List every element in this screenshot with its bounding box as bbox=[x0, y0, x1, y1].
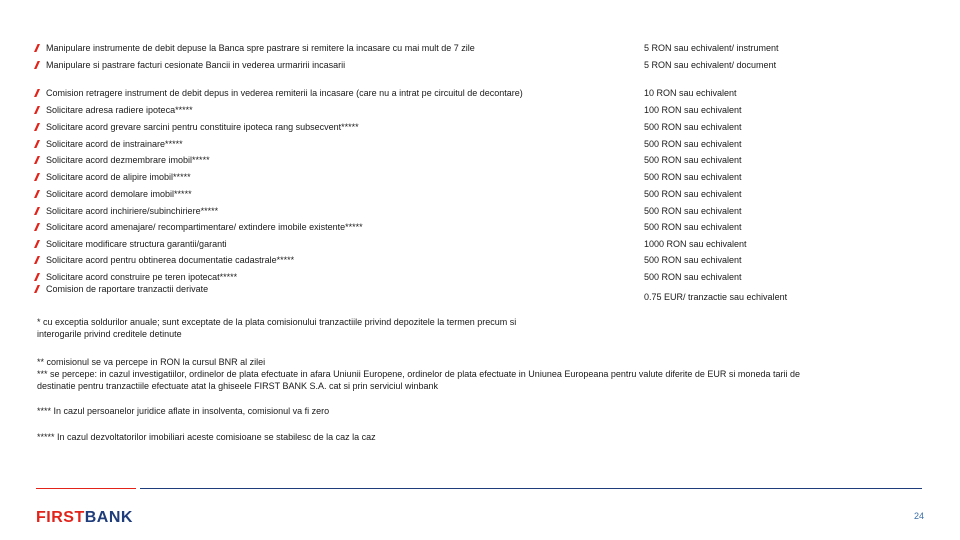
fee-amount: 5 RON sau echivalent/ document bbox=[644, 60, 777, 70]
fee-description: Solicitare acord grevare sarcini pentru constituire ipoteca rang subsecvent***** bbox=[46, 122, 359, 132]
footnote-1-line1: * cu exceptia soldurilor anuale; sunt exceptate de la plata comisionului tranzactiile privind depozitele la termen precum si bbox=[37, 317, 517, 327]
fee-description: Solicitare acord amenajare/ recompartimentare/ extindere imobile existente***** bbox=[46, 222, 363, 232]
fee-row bbox=[34, 283, 934, 297]
fee-row bbox=[34, 221, 934, 235]
fee-amount-derivatives: 0.75 EUR/ tranzactie sau echivalent bbox=[644, 292, 788, 302]
fee-amount: 500 RON sau echivalent bbox=[644, 139, 742, 149]
fee-row bbox=[34, 42, 934, 56]
bullet-icon bbox=[34, 173, 40, 181]
fee-amount: 500 RON sau echivalent bbox=[644, 255, 742, 265]
fee-row bbox=[34, 87, 934, 101]
fee-description: Comision retragere instrument de debit depus in vederea remiterii la incasare (care nu a intrat pe circuitul de decontare) bbox=[46, 88, 523, 98]
bullet-icon bbox=[34, 256, 40, 264]
footer-divider-blue bbox=[140, 488, 922, 489]
fee-row bbox=[34, 59, 934, 73]
bullet-icon bbox=[34, 156, 40, 164]
fee-amount: 1000 RON sau echivalent bbox=[644, 239, 747, 249]
fee-row bbox=[34, 104, 934, 118]
fee-amount: 500 RON sau echivalent bbox=[644, 122, 742, 132]
fee-description: Manipulare si pastrare facturi cesionate Bancii in vederea urmaririi incasarii bbox=[46, 60, 346, 70]
footnote-3-line2: destinatie pentru tranzactiile efectuate atat la ghiseele FIRST BANK S.A. cat si prin serviciul winbank bbox=[37, 381, 439, 391]
bullet-icon bbox=[34, 61, 40, 69]
fee-description: Solicitare acord construire pe teren ipotecat***** bbox=[46, 272, 238, 282]
fee-description: Solicitare acord inchiriere/subinchiriere***** bbox=[46, 206, 219, 216]
fee-amount: 500 RON sau echivalent bbox=[644, 272, 742, 282]
fee-row bbox=[34, 138, 934, 152]
bullet-icon bbox=[34, 285, 40, 293]
footnote-4: **** In cazul persoanelor juridice aflate in insolventa, comisionul va fi zero bbox=[37, 406, 330, 416]
fee-amount: 10 RON sau echivalent bbox=[644, 88, 737, 98]
bullet-icon bbox=[34, 123, 40, 131]
fee-description: Solicitare acord demolare imobil***** bbox=[46, 189, 192, 199]
fee-description: Solicitare adresa radiere ipoteca***** bbox=[46, 105, 193, 115]
fee-amount: 5 RON sau echivalent/ instrument bbox=[644, 43, 779, 53]
bullet-icon bbox=[34, 140, 40, 148]
fee-description: Manipulare instrumente de debit depuse la Banca spre pastrare si remitere la incasare cu mai mult de 7 zile bbox=[46, 43, 475, 53]
fee-amount: 500 RON sau echivalent bbox=[644, 206, 742, 216]
fee-description: Solicitare acord de alipire imobil***** bbox=[46, 172, 191, 182]
fee-row bbox=[34, 121, 934, 135]
fee-row bbox=[34, 154, 934, 168]
fee-row bbox=[34, 188, 934, 202]
bullet-icon bbox=[34, 223, 40, 231]
fee-row bbox=[34, 254, 934, 268]
fee-description: Comision de raportare tranzactii derivate bbox=[46, 284, 209, 294]
fee-amount: 500 RON sau echivalent bbox=[644, 155, 742, 165]
page-number: 24 bbox=[914, 511, 925, 521]
bullet-icon bbox=[34, 240, 40, 248]
footnote-1-line2: interogarile privind creditele detinute bbox=[37, 329, 182, 339]
firstbank-logo bbox=[36, 509, 133, 527]
fee-description: Solicitare acord de instrainare***** bbox=[46, 139, 183, 149]
logo-bank: BANK bbox=[84, 509, 133, 526]
fee-row bbox=[34, 205, 934, 219]
bullet-icon bbox=[34, 44, 40, 52]
fee-description: Solicitare acord dezmembrare imobil***** bbox=[46, 155, 210, 165]
bullet-icon bbox=[34, 190, 40, 198]
footer-divider-red bbox=[36, 488, 136, 489]
bullet-icon bbox=[34, 207, 40, 215]
bullet-icon bbox=[34, 273, 40, 281]
fee-amount: 500 RON sau echivalent bbox=[644, 222, 742, 232]
fee-amount: 500 RON sau echivalent bbox=[644, 172, 742, 182]
bullet-icon bbox=[34, 106, 40, 114]
fee-description: Solicitare modificare structura garantii/garanti bbox=[46, 239, 227, 249]
fee-row bbox=[34, 171, 934, 185]
bullet-icon bbox=[34, 89, 40, 97]
fee-amount: 100 RON sau echivalent bbox=[644, 105, 742, 115]
logo-first: FIRST bbox=[36, 509, 85, 526]
fee-amount: 500 RON sau echivalent bbox=[644, 189, 742, 199]
fee-row bbox=[34, 238, 934, 252]
footnote-3-line1: *** se percepe: in cazul investigatiilor, ordinelor de plata efectuate in afara Uniunii Europene, ordinelor de plata efectuate in Uniunea Europeana pentru valute diferite de EUR si moneda tarii de bbox=[37, 369, 800, 379]
fee-description: Solicitare acord pentru obtinerea documentatie cadastrale***** bbox=[46, 255, 295, 265]
footnote-5: ***** In cazul dezvoltatorilor imobiliari aceste comisioane se stabilesc de la caz la caz bbox=[37, 432, 376, 442]
footnote-2: ** comisionul se va percepe in RON la cursul BNR al zilei bbox=[37, 357, 266, 367]
